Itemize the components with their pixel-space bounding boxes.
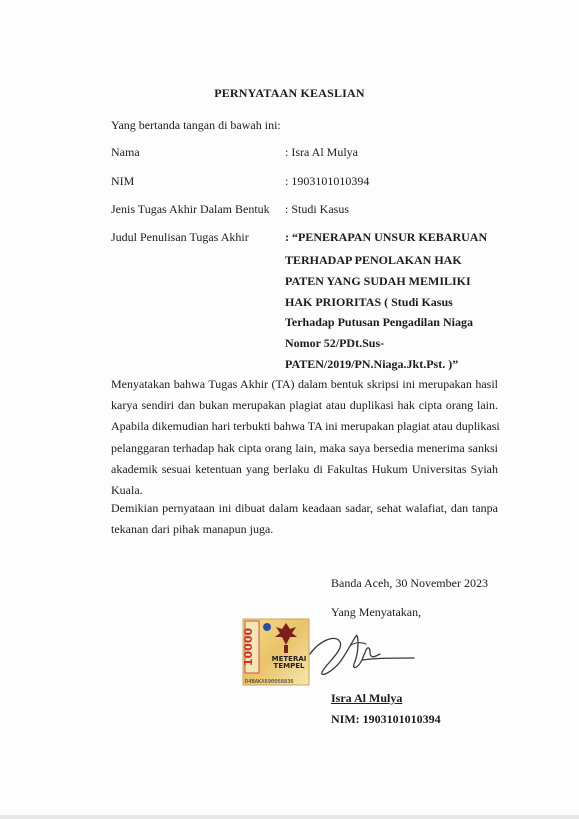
stamp-label-2: TEMPEL [273,662,305,670]
stamp-serial: D4BAKX690068836 [245,679,294,685]
judul-continuation [285,250,515,375]
statement-line: Menyatakan bahwa Tugas Akhir (TA) dalam bentuk skripsi ini merupakan hasil [111,377,498,391]
statement-line: akademik sesuai ketentuan yang berlaku di Fakultas Hukum Universitas Syiah [111,461,498,476]
intro-text: Yang bertanda tangan di bawah ini: [111,118,281,132]
signature-icon [296,620,426,690]
field-value: : Studi Kasus [285,202,350,216]
statement-line: pelanggaran terhadap hak cipta orang lain, maka saya bersedia menerima sanksi [111,440,498,455]
stamp-label-1: METERAI [271,655,307,663]
document-title: PERNYATAAN KEASLIAN [214,86,365,100]
stamp-value: 10000 [242,627,255,667]
closing-line: Demikian pernyataan ini dibuat dalam keadaan sadar, sehat walafiat, dan tanpa [111,501,498,515]
judul-line: TERHADAP PENOLAKAN HAK [285,253,462,267]
field-label: NIM [111,174,135,188]
judul-line: PATEN/2019/PN.Niaga.Jkt.Pst. )” [285,356,459,371]
judul-line: Nomor 52/PDt.Sus- [285,336,385,351]
judul-line: PATEN YANG SUDAH MEMILIKI [285,273,471,288]
closing-line: tekanan dari pihak manapun juga. [111,522,274,537]
field-label: Nama [111,145,140,159]
field-label: Jenis Tugas Akhir Dalam Bentuk [111,202,270,216]
statement-paragraph [111,374,498,501]
field-label: Judul Penulisan Tugas Akhir [111,230,249,244]
place-date: Banda Aceh, 30 November 2023 [331,576,488,590]
statement-line: Kuala. [111,483,143,498]
signer-nim: NIM: 1903101010394 [331,712,441,726]
judul-line: Terhadap Putusan Pengadilan Niaga [285,315,473,330]
page-bottom-edge [0,815,579,819]
judul-line: HAK PRIORITAS ( Studi Kasus [285,294,453,309]
signer-name: Isra Al Mulya [331,691,403,705]
field-value: : 1903101010394 [285,174,370,188]
statement-line: karya sendiri dan bukan merupakan plagiat atau duplikasi hak cipta orang lain. [111,398,498,413]
field-value: : “PENERAPAN UNSUR KEBARUAN [285,230,488,244]
declarer-label: Yang Menyatakan, [331,605,422,619]
field-value: : Isra Al Mulya [285,145,358,159]
statement-line: Apabila dikemudian hari terbukti bahwa TA ini merupakan plagiat atau duplikasi [111,419,500,434]
closing-paragraph [111,498,498,540]
